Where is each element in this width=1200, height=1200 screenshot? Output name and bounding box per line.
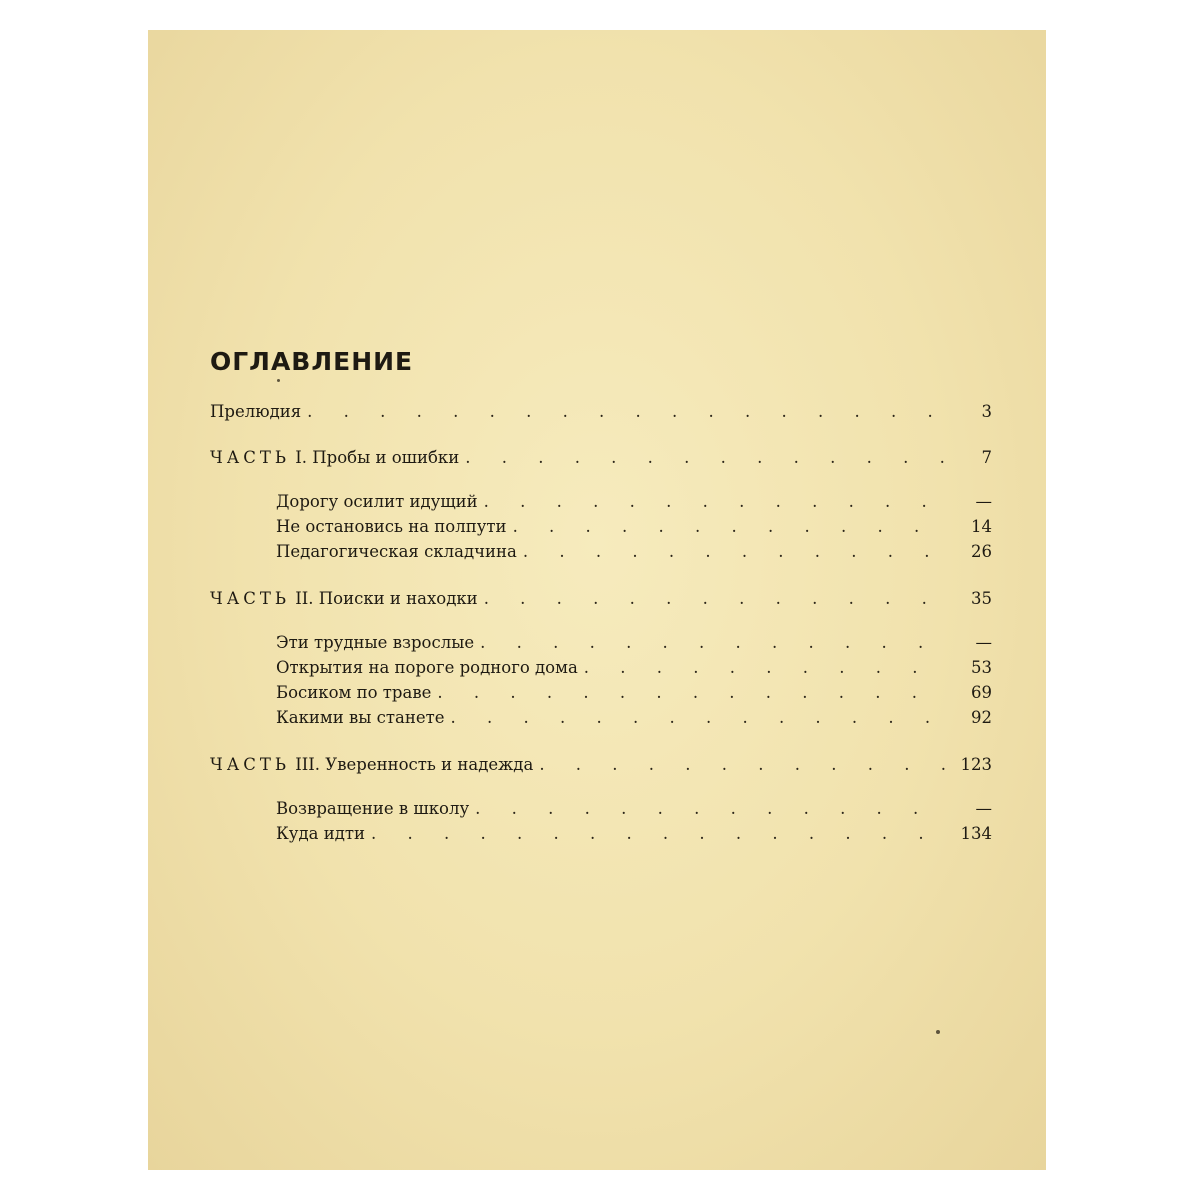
dot-leader bbox=[523, 542, 946, 561]
page-number: — bbox=[975, 799, 992, 818]
entry-title: ЧАСТЬ III. Уверенность и надежда bbox=[210, 755, 534, 774]
toc-entry-chapter[interactable] bbox=[210, 683, 992, 708]
toc-entry-chapter[interactable] bbox=[210, 633, 992, 658]
page-number: 3 bbox=[981, 402, 992, 421]
page-number: 123 bbox=[960, 755, 992, 774]
toc-entry-part-2[interactable] bbox=[210, 589, 992, 613]
dot-leader bbox=[484, 589, 946, 608]
dot-leader bbox=[480, 633, 946, 652]
dot-leader bbox=[437, 683, 946, 702]
entry-title: Возвращение в школу bbox=[276, 799, 470, 818]
entry-title: Прелюдия bbox=[210, 402, 302, 421]
entry-title: Не остановись на полпути bbox=[276, 517, 507, 536]
part-label: ЧАСТЬ bbox=[210, 755, 290, 774]
dot-leader bbox=[307, 402, 946, 421]
page-number: 92 bbox=[971, 708, 992, 727]
part-label: ЧАСТЬ bbox=[210, 589, 290, 608]
page-number: — bbox=[975, 492, 992, 511]
page-number: 7 bbox=[981, 448, 992, 467]
page-number: — bbox=[975, 633, 992, 652]
entry-title: Куда идти bbox=[276, 824, 366, 843]
toc-entry-chapter[interactable] bbox=[210, 708, 992, 733]
toc-entry-chapter[interactable] bbox=[210, 542, 992, 567]
toc-entry-chapter[interactable] bbox=[210, 492, 992, 517]
dot-leader bbox=[371, 824, 946, 843]
paper-speck bbox=[277, 379, 280, 382]
toc-entry-chapter[interactable] bbox=[210, 799, 992, 824]
entry-title: Открытия на пороге родного дома bbox=[276, 658, 578, 677]
entry-title: ЧАСТЬ I. Пробы и ошибки bbox=[210, 448, 460, 467]
part-label: ЧАСТЬ bbox=[210, 448, 290, 467]
entry-title: Педагогическая складчина bbox=[276, 542, 517, 561]
toc-entry-chapter[interactable] bbox=[210, 658, 992, 683]
toc-heading: ОГЛАВЛЕНИЕ bbox=[210, 347, 414, 376]
entry-title: Дорогу осилит идущий bbox=[276, 492, 478, 511]
toc-entry-part-3[interactable] bbox=[210, 755, 992, 779]
entry-title: ЧАСТЬ II. Поиски и находки bbox=[210, 589, 478, 608]
entry-title: Босиком по траве bbox=[276, 683, 432, 702]
page-number: 53 bbox=[971, 658, 992, 677]
entry-title: Эти трудные взрослые bbox=[276, 633, 475, 652]
dot-leader bbox=[584, 658, 946, 677]
dot-leader bbox=[465, 448, 946, 467]
page-number: 69 bbox=[971, 683, 992, 702]
dot-leader bbox=[475, 799, 946, 818]
book-page bbox=[148, 30, 1046, 1170]
toc-entry-part-1[interactable] bbox=[210, 448, 992, 472]
page-number: 134 bbox=[960, 824, 992, 843]
entry-title: Какими вы станете bbox=[276, 708, 445, 727]
dot-leader bbox=[539, 755, 946, 774]
toc-entry-chapter[interactable] bbox=[210, 517, 992, 542]
dot-leader bbox=[484, 492, 946, 511]
table-of-contents bbox=[210, 402, 992, 849]
toc-entry-chapter[interactable] bbox=[210, 824, 992, 849]
toc-entry-prelude[interactable] bbox=[210, 402, 992, 426]
page-number: 35 bbox=[971, 589, 992, 608]
page-number: 26 bbox=[971, 542, 992, 561]
dot-leader bbox=[513, 517, 946, 536]
page-number: 14 bbox=[971, 517, 992, 536]
dot-leader bbox=[451, 708, 946, 727]
paper-speck bbox=[936, 1030, 940, 1034]
